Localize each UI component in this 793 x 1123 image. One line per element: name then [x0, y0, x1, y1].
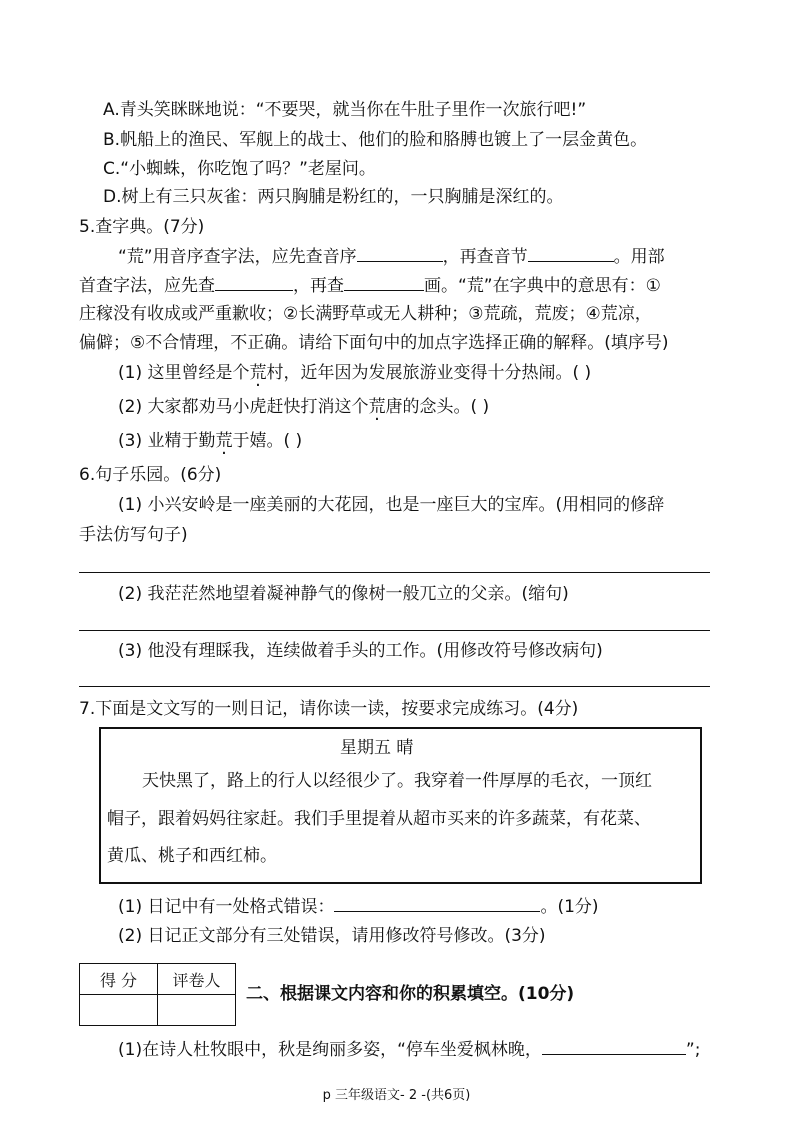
q5-line-1: “荒”用音序查字法，应先查音序 ，再查音节 。用部 — [118, 247, 665, 267]
answer-line[interactable] — [79, 630, 710, 631]
answer-blank[interactable] — [334, 895, 540, 912]
q6-item-1-cont: 手法仿写句子) — [79, 525, 188, 545]
q5-sentence-3: (3) 业精于勤荒于嬉。( ) — [118, 431, 303, 451]
q6-item-2: (2) 我茫茫然地望着凝神静气的像树一般兀立的父亲。(缩句) — [118, 584, 569, 604]
diary-line-2: 帽子，跟着妈妈往家赶。我们手里提着从超市买来的许多蔬菜，有花菜、 — [107, 809, 651, 829]
q4-option-b: B.帆船上的渔民、军舰上的战士、他们的脸和胳膊也镀上了一层金黄色。 — [103, 130, 648, 150]
q5-sentence-1: (1) 这里曾经是个荒村，近年因为发展旅游业变得十分热闹。( ) — [118, 363, 592, 383]
q6-item-3: (3) 他没有理睬我，连续做着手头的工作。(用修改符号修改病句) — [118, 641, 603, 661]
q6-title: 6.句子乐园。(6分) — [79, 465, 222, 485]
answer-blank[interactable] — [344, 274, 424, 291]
answer-blank[interactable] — [528, 245, 614, 262]
q4-option-d: D.树上有三只灰雀：两只胸脯是粉红的，一只胸脯是深红的。 — [103, 187, 564, 207]
grader-cell[interactable] — [158, 995, 236, 1026]
page-footer: p 三年级语文- 2 -(共6页) — [322, 1088, 471, 1103]
q4-option-c: C.“小蜘蛛，你吃饱了吗？”老屋问。 — [103, 159, 376, 179]
section-2-q1: (1)在诗人杜牧眼中，秋是绚丽多姿，“停车坐爱枫林晚， ”; — [118, 1040, 701, 1060]
dotted-char: 荒 — [249, 363, 267, 383]
q6-item-1: (1) 小兴安岭是一座美丽的大花园，也是一座巨大的宝库。(用相同的修辞 — [118, 495, 665, 515]
q7-task-1: (1) 日记中有一处格式错误： 。(1分) — [118, 897, 599, 917]
diary-heading: 星期五 晴 — [340, 738, 414, 758]
answer-blank[interactable] — [542, 1038, 686, 1055]
answer-blank[interactable] — [215, 274, 293, 291]
answer-blank[interactable] — [357, 245, 443, 262]
q7-title: 7.下面是文文写的一则日记，请你读一读，按要求完成练习。(4分) — [79, 699, 579, 719]
section-2-title: 二、根据课文内容和你的积累填空。(10分) — [246, 984, 575, 1004]
q5-title: 5.查字典。(7分) — [79, 217, 205, 237]
q4-option-a: A.青头笑眯眯地说：“不要哭，就当你在牛肚子里作一次旅行吧!” — [103, 100, 587, 120]
score-header: 得 分 — [80, 964, 158, 995]
q5-line-2: 首查字法，应先查 ，再查 画。“荒”在字典中的意思有：① — [79, 276, 661, 296]
grader-header: 评卷人 — [158, 964, 236, 995]
q7-task-2: (2) 日记正文部分有三处错误，请用修改符号修改。(3分) — [118, 926, 546, 946]
score-table — [79, 963, 236, 1026]
dotted-char: 荒 — [215, 431, 233, 451]
q5-line-4: 偏僻；⑤不合情理，不正确。请给下面句中的加点字选择正确的解释。(填序号) — [79, 333, 669, 353]
answer-line[interactable] — [79, 572, 710, 573]
q5-line-3: 庄稼没有收成或严重歉收；②长满野草或无人耕种；③荒疏，荒废；④荒凉， — [79, 304, 652, 324]
q5-sentence-2: (2) 大家都劝马小虎赶快打消这个荒唐的念头。( ) — [118, 397, 490, 417]
diary-line-1: 天快黑了，路上的行人以经很少了。我穿着一件厚厚的毛衣，一顶红 — [142, 771, 652, 791]
dotted-char: 荒 — [368, 397, 386, 417]
diary-line-3: 黄瓜、桃子和西红柿。 — [107, 846, 277, 866]
answer-line[interactable] — [79, 686, 710, 687]
score-cell[interactable] — [80, 995, 158, 1026]
